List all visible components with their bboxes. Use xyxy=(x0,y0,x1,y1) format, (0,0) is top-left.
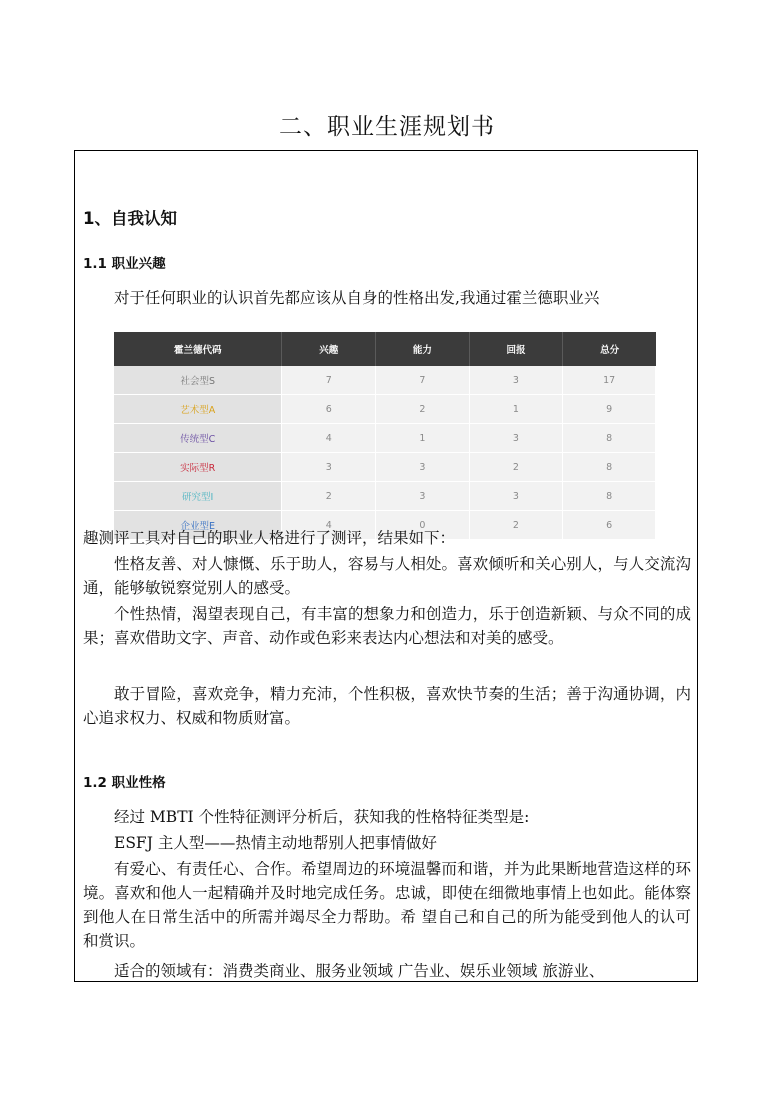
holland-code-cell: 实际型R xyxy=(114,453,282,482)
personality-paragraph-1: 有爱心、有责任心、合作。希望周边的环境温馨而和谐，并为此果断地营造这样的环境。喜欢和他人一起精确并及时地完成任务。忠诚，即使在细微地事情上也如此。能体察到他人在日常生活中的所需并竭尽全力帮助。希 望自己和自己的所为能受到他人的认可和赏识。 xyxy=(83,860,691,950)
total-cell: 8 xyxy=(563,424,656,453)
interest-paragraph-2: 个性热情，渴望表现自己，有丰富的想象力和创造力，乐于创造新颖、与众不同的成果；喜欢借助文字、声音、动作或色彩来表达内心想法和对美的感受。 xyxy=(83,605,691,647)
interest-result-line: 趣测评工具对自己的职业人格进行了测评，结果如下： xyxy=(83,529,456,547)
holland-code-cell: 艺术型A xyxy=(114,395,282,424)
total-cell: 8 xyxy=(563,482,656,511)
total-cell: 6 xyxy=(563,511,656,540)
subsection-heading-personality: 1.2 职业性格 xyxy=(83,775,166,791)
ability-cell: 7 xyxy=(376,366,470,395)
holland-code-table xyxy=(114,332,656,540)
reward-cell: 3 xyxy=(470,366,564,395)
reward-cell: 1 xyxy=(470,395,564,424)
reward-cell: 3 xyxy=(470,424,564,453)
table-row xyxy=(114,453,656,482)
holland-code-cell: 社会型S xyxy=(114,366,282,395)
interest-cell: 4 xyxy=(282,511,376,540)
col-header-interest: 兴趣 xyxy=(282,332,376,366)
interest-paragraph-1: 性格友善、对人慷慨、乐于助人，容易与人相处。喜欢倾听和关心别人，与人交流沟通，能够敏锐察觉别人的感受。 xyxy=(83,555,691,597)
table-row xyxy=(114,366,656,395)
interest-cell: 7 xyxy=(282,366,376,395)
subsection-heading-interest: 1.1 职业兴趣 xyxy=(83,256,166,272)
section-heading-self-awareness: 1、自我认知 xyxy=(83,209,177,228)
interest-cell: 6 xyxy=(282,395,376,424)
col-header-total: 总分 xyxy=(563,332,656,366)
table-row xyxy=(114,482,656,511)
total-cell: 8 xyxy=(563,453,656,482)
col-header-code: 霍兰德代码 xyxy=(114,332,282,366)
interest-cell: 2 xyxy=(282,482,376,511)
table-row xyxy=(114,395,656,424)
mbti-line: 经过 MBTI 个性特征测评分析后，获知我的性格特征类型是: xyxy=(114,808,530,826)
col-header-ability: 能力 xyxy=(376,332,470,366)
interest-cell: 3 xyxy=(282,453,376,482)
ability-cell: 3 xyxy=(376,453,470,482)
total-cell: 9 xyxy=(563,395,656,424)
interest-paragraph-3: 敢于冒险，喜欢竞争，精力充沛，个性积极，喜欢快节奏的生活；善于沟通协调，内心追求权力、权威和物质财富。 xyxy=(83,685,691,727)
table-row xyxy=(114,424,656,453)
personality-paragraph-2: 适合的领域有：消费类商业、服务业领域 广告业、娱乐业领域 旅游业、 xyxy=(114,962,605,980)
ability-cell: 0 xyxy=(376,511,470,540)
reward-cell: 2 xyxy=(470,453,564,482)
holland-code-cell: 企业型E xyxy=(114,511,282,540)
holland-code-cell: 研究型I xyxy=(114,482,282,511)
ability-cell: 1 xyxy=(376,424,470,453)
reward-cell: 2 xyxy=(470,511,564,540)
reward-cell: 3 xyxy=(470,482,564,511)
ability-cell: 3 xyxy=(376,482,470,511)
document-title: 二、职业生涯规划书 xyxy=(279,114,495,140)
col-header-reward: 回报 xyxy=(470,332,564,366)
esfj-line: ESFJ 主人型——热情主动地帮别人把事情做好 xyxy=(114,834,437,852)
content-frame xyxy=(74,150,698,982)
ability-cell: 2 xyxy=(376,395,470,424)
holland-table-header-row xyxy=(114,332,656,366)
interest-cell: 4 xyxy=(282,424,376,453)
total-cell: 17 xyxy=(563,366,656,395)
holland-code-cell: 传统型C xyxy=(114,424,282,453)
interest-intro-paragraph: 对于任何职业的认识首先都应该从自身的性格出发,我通过霍兰德职业兴 xyxy=(114,289,600,307)
